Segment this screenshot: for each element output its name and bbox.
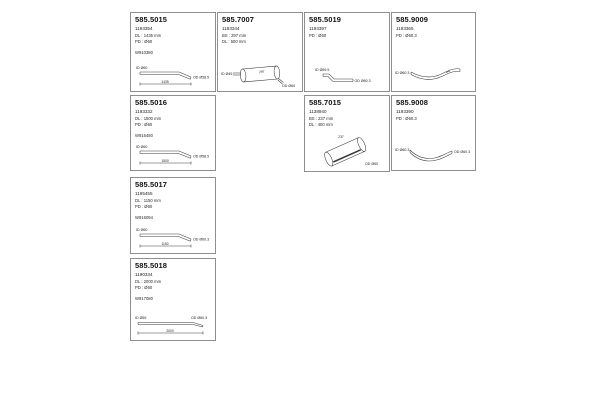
part-ref: 1193354	[135, 26, 153, 32]
outlet-diameter-label: OD Ø60.3	[193, 237, 210, 242]
length-dimension: 1500	[161, 159, 169, 163]
muffler-diagram	[220, 59, 300, 89]
part-number: 585.9009	[396, 15, 429, 24]
part-number: 585.9008	[396, 98, 429, 107]
part-attr: DL : 2000 mm	[135, 279, 162, 285]
part-cell	[304, 95, 390, 172]
part-ref: 1193365	[396, 26, 414, 32]
pipe-diagram	[133, 61, 213, 89]
part-attr: BS : 297 mm	[222, 33, 247, 39]
part-cell	[391, 12, 476, 92]
part-ref: 1138940	[309, 109, 327, 115]
inlet-diameter-label: ID Ø60	[136, 145, 148, 149]
part-attr: PD : Ø60.3	[396, 33, 417, 39]
part-number: 585.5017	[135, 180, 168, 189]
part-attr: BS : 237 mm	[309, 116, 334, 122]
part-cell	[217, 12, 303, 92]
pipe-outline	[138, 323, 203, 326]
part-attr: DL : 1435 mm	[135, 33, 162, 39]
pipe-diagram	[133, 310, 213, 338]
part-cell	[130, 177, 216, 254]
part-attr: PD : Ø60.3	[396, 116, 417, 122]
length-dimension: 1150	[161, 242, 169, 246]
part-attr: DL : 1500 mm	[135, 116, 162, 122]
part-code: W910380	[135, 49, 153, 55]
part-ref: 1190334	[135, 272, 153, 278]
length-dimension: 2000	[166, 329, 174, 333]
part-code: W917080	[135, 295, 153, 301]
muffler-diagram	[307, 133, 387, 169]
part-attr: PD : Ø60	[309, 33, 327, 39]
part-ref: 1193397	[309, 26, 327, 32]
inlet-diameter-label: ID Ø60	[136, 66, 148, 70]
part-number: 585.7007	[222, 15, 255, 24]
inlet-diameter-label: ID Ø59	[135, 316, 147, 320]
part-attr: DL : 500 mm	[222, 38, 246, 44]
part-ref: 1195455	[135, 191, 153, 197]
muffler-body	[323, 136, 367, 167]
part-code: W916480	[135, 132, 153, 138]
inlet-diameter-label: ID Ø59.5	[315, 68, 330, 72]
muffler-body	[240, 66, 281, 82]
outlet-diameter-label: OD Ø58.5	[193, 154, 210, 159]
outlet-diameter-label: OD Ø60	[282, 84, 296, 88]
outlet-diameter-label: OD Ø60.3	[191, 316, 208, 320]
pipe-diagram	[394, 59, 476, 89]
pipe-diagram	[394, 138, 476, 168]
part-number: 585.5019	[309, 15, 342, 24]
part-number: 585.5016	[135, 98, 168, 107]
part-cell	[130, 258, 216, 341]
pipe-outline	[411, 69, 460, 77]
part-code: W916094	[135, 214, 153, 220]
part-ref: 1193332	[135, 109, 153, 115]
outlet-diameter-label: OD Ø60.3	[354, 79, 371, 83]
part-ref: 1193344	[222, 26, 240, 32]
pipe-diagram	[133, 223, 213, 251]
pipe-diagram	[307, 61, 387, 89]
inlet-diameter-label: ID Ø60	[136, 228, 148, 232]
outlet-diameter-label: OD Ø60	[365, 162, 379, 166]
length-dimension: 1435	[161, 80, 169, 84]
part-attr: PD : Ø60	[135, 121, 153, 127]
outlet-diameter-label: OD Ø60.3	[454, 150, 471, 154]
part-cell	[130, 12, 216, 92]
inlet-diameter-label: ID Ø45	[221, 72, 233, 76]
part-ref: 1193390	[396, 109, 414, 115]
part-number: 585.7015	[309, 98, 342, 107]
inlet-diameter-label: ID Ø60.3	[395, 71, 410, 75]
body-dimension: 297	[258, 69, 265, 75]
body-dimension: 237	[338, 135, 344, 139]
part-cell	[130, 95, 216, 171]
part-number: 585.5015	[135, 15, 168, 24]
part-number: 585.5018	[135, 261, 168, 270]
part-attr: PD : Ø60	[135, 203, 153, 209]
part-cell	[304, 12, 390, 92]
inlet-diameter-label: ID Ø60.3	[395, 148, 410, 152]
part-attr: PD : Ø60	[135, 284, 153, 290]
part-attr: PD : Ø60	[135, 38, 153, 44]
part-cell	[391, 95, 476, 171]
outlet-diameter-label: OD Ø58.5	[193, 75, 210, 80]
pipe-diagram	[133, 140, 213, 168]
part-attr: DL : 400 mm	[309, 121, 333, 127]
part-attr: DL : 1150 mm	[135, 198, 161, 204]
